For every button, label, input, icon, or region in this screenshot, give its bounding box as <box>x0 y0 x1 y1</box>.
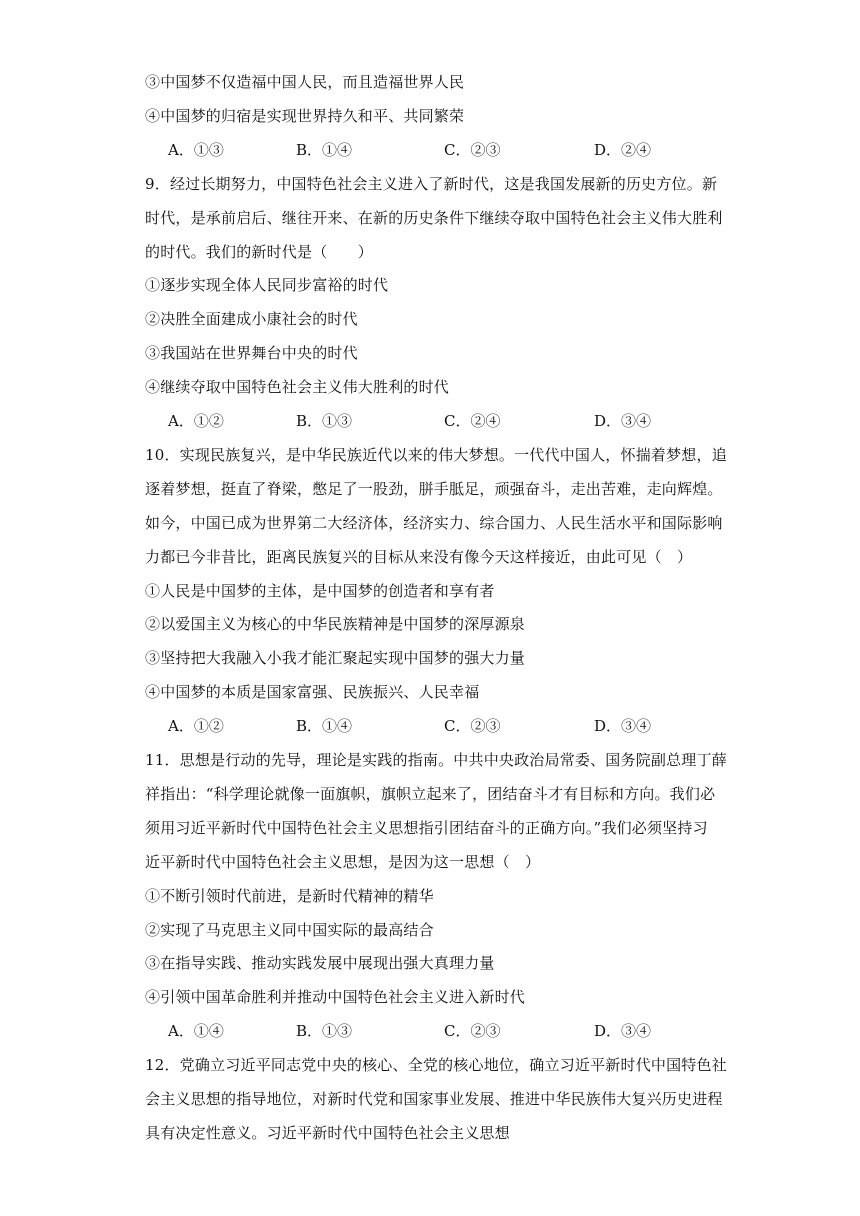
q10-item-2: ②以爱国主义为核心的中华民族精神是中国梦的深厚源泉 <box>145 615 526 633</box>
q11-option-b: B．①③ <box>296 1022 353 1040</box>
q11-item-4: ④引领中国革命胜利并推动中国特色社会主义进入新时代 <box>145 988 526 1006</box>
q9-item-4: ④继续夺取中国特色社会主义伟大胜利的时代 <box>145 378 450 396</box>
q11-stem-line-3: 须用习近平新时代中国特色社会主义思想指引团结奋斗的正确方向。”我们必须坚持习 <box>145 819 708 837</box>
q9-option-c: C．②④ <box>444 412 501 430</box>
q9-stem-line-2: 时代，是承前启后、继往开来、在新的历史条件下继续夺取中国特色社会主义伟大胜利 <box>145 209 723 227</box>
q9-stem-line-1: 9．经过长期努力，中国特色社会主义进入了新时代，这是我国发展新的历史方位。新 <box>145 175 718 193</box>
q11-item-1: ①不断引领时代前进，是新时代精神的精华 <box>145 887 434 905</box>
q10-item-1: ①人民是中国梦的主体，是中国梦的创造者和享有者 <box>145 582 495 600</box>
q10-stem-line-1: 10．实现民族复兴，是中华民族近代以来的伟大梦想。一代代中国人，怀揣着梦想，追 <box>145 446 727 464</box>
q12-stem-line-2: 会主义思想的指导地位，对新时代党和国家事业发展、推进中华民族伟大复兴历史进程 <box>145 1090 723 1108</box>
q11-option-a: A．①④ <box>168 1022 224 1040</box>
q9-option-b: B．①③ <box>296 412 353 430</box>
q8-options <box>0 140 860 160</box>
q11-item-2: ②实现了马克思主义同中国实际的最高结合 <box>145 921 434 939</box>
q9-options <box>0 411 860 431</box>
q11-stem-line-4: 近平新时代中国特色社会主义思想，是因为这一思想（ ） <box>145 853 541 871</box>
q10-option-b: B．①④ <box>296 717 353 735</box>
q11-item-3: ③在指导实践、推动实践发展中展现出强大真理力量 <box>145 954 495 972</box>
q9-item-3: ③我国站在世界舞台中央的时代 <box>145 344 358 362</box>
q9-option-d: D．③④ <box>594 412 652 430</box>
q12-stem-line-3: 具有决定性意义。习近平新时代中国特色社会主义思想 <box>145 1124 510 1142</box>
q9-item-1: ①逐步实现全体人民同步富裕的时代 <box>145 276 389 294</box>
q10-item-4: ④中国梦的本质是国家富强、民族振兴、人民幸福 <box>145 683 480 701</box>
q10-stem-line-4: 力都已今非昔比，距离民族复兴的目标从来没有像今天这样接近，由此可见（ ） <box>145 548 693 566</box>
q10-option-a: A．①② <box>168 717 224 735</box>
q11-stem-line-2: 祥指出：“科学理论就像一面旗帜，旗帜立起来了，团结奋斗才有目标和方向。我们必 <box>145 785 716 803</box>
q8-item-4: ④中国梦的归宿是实现世界持久和平、共同繁荣 <box>145 107 465 125</box>
q9-stem-line-3: 的时代。我们的新时代是（ ） <box>145 243 374 261</box>
q8-option-a: A．①③ <box>168 141 224 159</box>
q11-stem-line-1: 11．思想是行动的先导，理论是实践的指南。中共中央政治局常委、国务院副总理丁薛 <box>145 751 727 769</box>
q9-item-2: ②决胜全面建成小康社会的时代 <box>145 310 358 328</box>
q8-option-c: C．②③ <box>444 141 501 159</box>
q11-option-c: C．②③ <box>444 1022 501 1040</box>
q10-option-d: D．③④ <box>594 717 652 735</box>
q8-option-b: B．①④ <box>296 141 353 159</box>
q10-option-c: C．②③ <box>444 717 501 735</box>
q8-option-d: D．②④ <box>594 141 652 159</box>
q10-options <box>0 716 860 736</box>
q9-option-a: A．①② <box>168 412 224 430</box>
q8-item-3: ③中国梦不仅造福中国人民，而且造福世界人民 <box>145 73 465 91</box>
q11-option-d: D．③④ <box>594 1022 652 1040</box>
q10-item-3: ③坚持把大我融入小我才能汇聚起实现中国梦的强大力量 <box>145 649 526 667</box>
q10-stem-line-3: 如今，中国已成为世界第二大经济体，经济实力、综合国力、人民生活水平和国际影响 <box>145 514 723 532</box>
q10-stem-line-2: 逐着梦想，挺直了脊梁，憋足了一股劲，胼手胝足，顽强奋斗，走出苦难，走向辉煌。 <box>145 480 723 498</box>
q11-options <box>0 1021 860 1041</box>
q12-stem-line-1: 12．党确立习近平同志党中央的核心、全党的核心地位，确立习近平新时代中国特色社 <box>145 1056 727 1074</box>
